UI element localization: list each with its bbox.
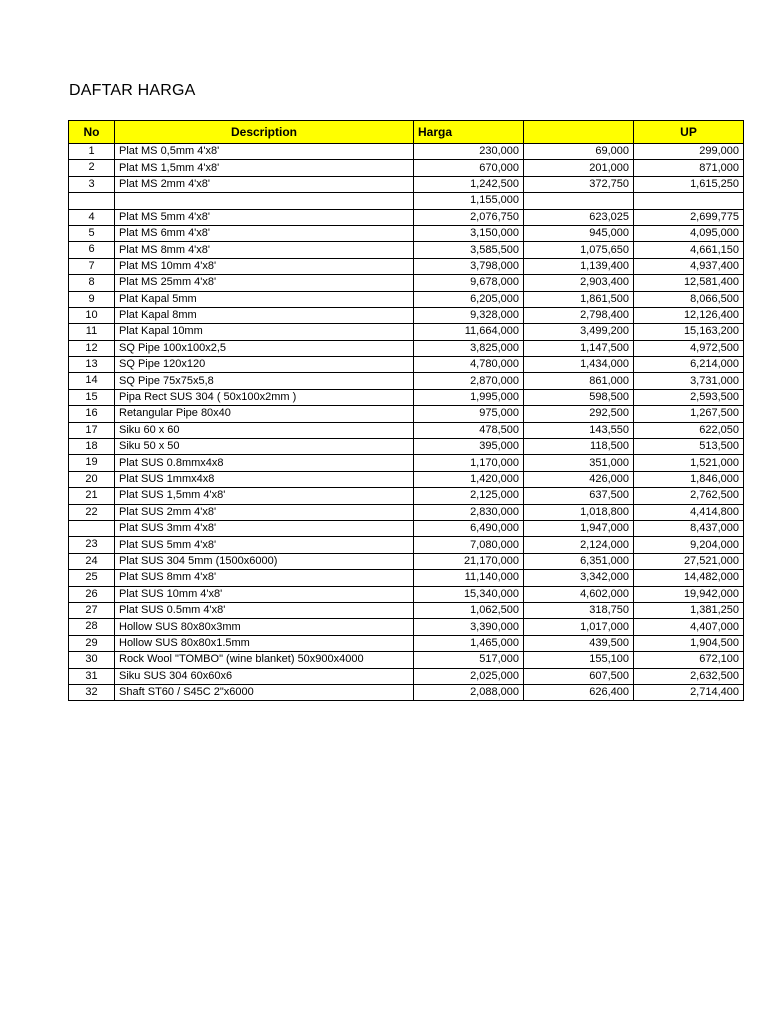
cell-harga: 670,000 — [414, 160, 524, 176]
cell-harga: 15,340,000 — [414, 586, 524, 602]
cell-no: 10 — [69, 307, 115, 323]
cell-description: Siku 50 x 50 — [115, 439, 414, 455]
cell-harga: 1,170,000 — [414, 455, 524, 471]
cell-harga: 2,125,000 — [414, 488, 524, 504]
cell-no: 4 — [69, 209, 115, 225]
header-harga: Harga — [414, 121, 524, 144]
cell-description: Plat MS 10mm 4'x8' — [115, 258, 414, 274]
cell-cost: 351,000 — [524, 455, 634, 471]
cell-harga: 3,150,000 — [414, 225, 524, 241]
price-table — [68, 120, 744, 701]
cell-no: 13 — [69, 357, 115, 373]
cell-no: 31 — [69, 668, 115, 684]
cell-up: 299,000 — [634, 144, 744, 160]
table-row — [69, 570, 744, 586]
cell-no — [69, 520, 115, 536]
cell-harga: 3,585,500 — [414, 242, 524, 258]
cell-no: 24 — [69, 553, 115, 569]
cell-cost: 623,025 — [524, 209, 634, 225]
cell-harga: 7,080,000 — [414, 537, 524, 553]
cell-description: Rock Wool "TOMBO" (wine blanket) 50x900x4000 — [115, 652, 414, 668]
cell-description: Plat MS 6mm 4'x8' — [115, 225, 414, 241]
cell-cost: 861,000 — [524, 373, 634, 389]
cell-harga: 1,062,500 — [414, 602, 524, 618]
table-row — [69, 144, 744, 160]
cell-description: Retangular Pipe 80x40 — [115, 406, 414, 422]
cell-cost: 118,500 — [524, 439, 634, 455]
cell-description: Hollow SUS 80x80x1.5mm — [115, 635, 414, 651]
cell-description: Shaft ST60 / S45C 2"x6000 — [115, 684, 414, 700]
cell-no: 26 — [69, 586, 115, 602]
cell-no: 17 — [69, 422, 115, 438]
cell-description: Plat SUS 10mm 4'x8' — [115, 586, 414, 602]
table-row — [69, 553, 744, 569]
cell-no: 25 — [69, 570, 115, 586]
cell-up: 1,904,500 — [634, 635, 744, 651]
cell-no: 29 — [69, 635, 115, 651]
cell-harga: 2,088,000 — [414, 684, 524, 700]
cell-cost: 3,499,200 — [524, 324, 634, 340]
table-row — [69, 520, 744, 536]
cell-up: 622,050 — [634, 422, 744, 438]
table-row — [69, 537, 744, 553]
cell-description: Plat SUS 0.5mm 4'x8' — [115, 602, 414, 618]
cell-harga: 395,000 — [414, 439, 524, 455]
cell-cost: 2,798,400 — [524, 307, 634, 323]
cell-description: Pipa Rect SUS 304 ( 50x100x2mm ) — [115, 389, 414, 405]
cell-cost: 292,500 — [524, 406, 634, 422]
table-row — [69, 225, 744, 241]
cell-cost: 6,351,000 — [524, 553, 634, 569]
cell-no: 3 — [69, 176, 115, 192]
cell-description: Plat SUS 2mm 4'x8' — [115, 504, 414, 520]
cell-up: 6,214,000 — [634, 357, 744, 373]
cell-no: 32 — [69, 684, 115, 700]
cell-no: 5 — [69, 225, 115, 241]
cell-cost: 1,147,500 — [524, 340, 634, 356]
cell-cost: 318,750 — [524, 602, 634, 618]
cell-cost: 439,500 — [524, 635, 634, 651]
table-row — [69, 307, 744, 323]
cell-harga: 2,870,000 — [414, 373, 524, 389]
table-row — [69, 242, 744, 258]
cell-up: 4,661,150 — [634, 242, 744, 258]
cell-no: 28 — [69, 619, 115, 635]
cell-up — [634, 193, 744, 209]
cell-cost: 2,124,000 — [524, 537, 634, 553]
table-row — [69, 439, 744, 455]
cell-cost: 1,947,000 — [524, 520, 634, 536]
cell-no: 23 — [69, 537, 115, 553]
cell-description: Siku 60 x 60 — [115, 422, 414, 438]
cell-harga: 517,000 — [414, 652, 524, 668]
cell-harga: 21,170,000 — [414, 553, 524, 569]
cell-up: 513,500 — [634, 439, 744, 455]
cell-up: 4,095,000 — [634, 225, 744, 241]
cell-harga: 3,390,000 — [414, 619, 524, 635]
cell-cost: 1,075,650 — [524, 242, 634, 258]
cell-cost: 626,400 — [524, 684, 634, 700]
cell-no: 15 — [69, 389, 115, 405]
table-row — [69, 455, 744, 471]
cell-harga: 9,678,000 — [414, 275, 524, 291]
cell-harga: 11,664,000 — [414, 324, 524, 340]
cell-harga: 3,798,000 — [414, 258, 524, 274]
cell-up: 4,972,500 — [634, 340, 744, 356]
cell-cost: 1,018,800 — [524, 504, 634, 520]
table-row — [69, 324, 744, 340]
cell-cost: 1,017,000 — [524, 619, 634, 635]
cell-no: 30 — [69, 652, 115, 668]
cell-description: Plat MS 8mm 4'x8' — [115, 242, 414, 258]
header-description: Description — [115, 121, 414, 144]
cell-no: 7 — [69, 258, 115, 274]
cell-harga: 1,155,000 — [414, 193, 524, 209]
cell-description: Plat SUS 8mm 4'x8' — [115, 570, 414, 586]
cell-harga: 6,205,000 — [414, 291, 524, 307]
cell-up: 1,615,250 — [634, 176, 744, 192]
cell-description: Plat SUS 1,5mm 4'x8' — [115, 488, 414, 504]
table-row — [69, 291, 744, 307]
cell-up: 2,593,500 — [634, 389, 744, 405]
cell-harga: 6,490,000 — [414, 520, 524, 536]
cell-description: Plat Kapal 5mm — [115, 291, 414, 307]
table-row — [69, 504, 744, 520]
cell-up: 8,437,000 — [634, 520, 744, 536]
cell-cost: 426,000 — [524, 471, 634, 487]
table-row — [69, 422, 744, 438]
cell-cost: 945,000 — [524, 225, 634, 241]
cell-up: 2,699,775 — [634, 209, 744, 225]
table-row — [69, 406, 744, 422]
cell-cost: 2,903,400 — [524, 275, 634, 291]
table-row — [69, 652, 744, 668]
cell-harga: 1,242,500 — [414, 176, 524, 192]
cell-description: Plat SUS 0.8mmx4x8 — [115, 455, 414, 471]
table-row — [69, 160, 744, 176]
table-row — [69, 635, 744, 651]
cell-harga: 230,000 — [414, 144, 524, 160]
cell-cost: 1,139,400 — [524, 258, 634, 274]
table-row — [69, 586, 744, 602]
cell-up: 27,521,000 — [634, 553, 744, 569]
cell-up: 1,846,000 — [634, 471, 744, 487]
table-row — [69, 340, 744, 356]
cell-up: 8,066,500 — [634, 291, 744, 307]
cell-up: 12,126,400 — [634, 307, 744, 323]
cell-no: 20 — [69, 471, 115, 487]
cell-cost: 607,500 — [524, 668, 634, 684]
cell-harga: 2,025,000 — [414, 668, 524, 684]
cell-harga: 4,780,000 — [414, 357, 524, 373]
table-row — [69, 619, 744, 635]
cell-up: 15,163,200 — [634, 324, 744, 340]
cell-up: 4,407,000 — [634, 619, 744, 635]
cell-description: Hollow SUS 80x80x3mm — [115, 619, 414, 635]
cell-cost: 201,000 — [524, 160, 634, 176]
table-row — [69, 602, 744, 618]
cell-no: 19 — [69, 455, 115, 471]
table-row — [69, 488, 744, 504]
cell-harga: 2,076,750 — [414, 209, 524, 225]
cell-harga: 478,500 — [414, 422, 524, 438]
cell-up: 2,762,500 — [634, 488, 744, 504]
cell-up: 14,482,000 — [634, 570, 744, 586]
cell-up: 9,204,000 — [634, 537, 744, 553]
header-cost — [524, 121, 634, 144]
cell-harga: 1,995,000 — [414, 389, 524, 405]
cell-no: 6 — [69, 242, 115, 258]
cell-up: 4,937,400 — [634, 258, 744, 274]
cell-description: Plat MS 5mm 4'x8' — [115, 209, 414, 225]
cell-up: 12,581,400 — [634, 275, 744, 291]
cell-description: SQ Pipe 75x75x5,8 — [115, 373, 414, 389]
page-title: DAFTAR HARGA — [69, 82, 196, 99]
cell-up: 871,000 — [634, 160, 744, 176]
cell-no: 9 — [69, 291, 115, 307]
table-row — [69, 258, 744, 274]
table-row — [69, 373, 744, 389]
table-row — [69, 275, 744, 291]
cell-no: 12 — [69, 340, 115, 356]
cell-description — [115, 193, 414, 209]
cell-no: 14 — [69, 373, 115, 389]
cell-description: Plat SUS 3mm 4'x8' — [115, 520, 414, 536]
cell-cost: 372,750 — [524, 176, 634, 192]
cell-description: Plat MS 25mm 4'x8' — [115, 275, 414, 291]
cell-up: 672,100 — [634, 652, 744, 668]
cell-cost — [524, 193, 634, 209]
cell-description: Plat SUS 1mmx4x8 — [115, 471, 414, 487]
cell-cost: 637,500 — [524, 488, 634, 504]
cell-description: Plat MS 2mm 4'x8' — [115, 176, 414, 192]
table-row — [69, 471, 744, 487]
cell-cost: 3,342,000 — [524, 570, 634, 586]
cell-no: 21 — [69, 488, 115, 504]
table-row — [69, 176, 744, 192]
cell-up: 1,521,000 — [634, 455, 744, 471]
cell-harga: 1,420,000 — [414, 471, 524, 487]
cell-cost: 598,500 — [524, 389, 634, 405]
cell-no: 2 — [69, 160, 115, 176]
cell-up: 19,942,000 — [634, 586, 744, 602]
cell-no: 22 — [69, 504, 115, 520]
cell-no: 18 — [69, 439, 115, 455]
cell-harga: 975,000 — [414, 406, 524, 422]
cell-description: Plat MS 0,5mm 4'x8' — [115, 144, 414, 160]
header-up: UP — [634, 121, 744, 144]
cell-no: 1 — [69, 144, 115, 160]
cell-cost: 1,434,000 — [524, 357, 634, 373]
cell-up: 4,414,800 — [634, 504, 744, 520]
cell-description: Plat Kapal 10mm — [115, 324, 414, 340]
cell-up: 1,381,250 — [634, 602, 744, 618]
table-row — [69, 357, 744, 373]
cell-cost: 4,602,000 — [524, 586, 634, 602]
cell-cost: 69,000 — [524, 144, 634, 160]
cell-up: 3,731,000 — [634, 373, 744, 389]
cell-no: 27 — [69, 602, 115, 618]
table-row — [69, 684, 744, 700]
cell-description: Plat SUS 304 5mm (1500x6000) — [115, 553, 414, 569]
cell-no: 8 — [69, 275, 115, 291]
cell-description: Plat MS 1,5mm 4'x8' — [115, 160, 414, 176]
cell-no — [69, 193, 115, 209]
table-row — [69, 389, 744, 405]
cell-cost: 143,550 — [524, 422, 634, 438]
cell-description: Siku SUS 304 60x60x6 — [115, 668, 414, 684]
cell-cost: 1,861,500 — [524, 291, 634, 307]
cell-description: SQ Pipe 100x100x2,5 — [115, 340, 414, 356]
cell-harga: 9,328,000 — [414, 307, 524, 323]
cell-up: 1,267,500 — [634, 406, 744, 422]
cell-description: Plat SUS 5mm 4'x8' — [115, 537, 414, 553]
table-row — [69, 668, 744, 684]
cell-harga: 3,825,000 — [414, 340, 524, 356]
table-header-row — [69, 121, 744, 144]
cell-up: 2,714,400 — [634, 684, 744, 700]
cell-harga: 2,830,000 — [414, 504, 524, 520]
cell-up: 2,632,500 — [634, 668, 744, 684]
cell-description: Plat Kapal 8mm — [115, 307, 414, 323]
cell-harga: 11,140,000 — [414, 570, 524, 586]
cell-no: 16 — [69, 406, 115, 422]
cell-cost: 155,100 — [524, 652, 634, 668]
table-row — [69, 193, 744, 209]
cell-description: SQ Pipe 120x120 — [115, 357, 414, 373]
cell-harga: 1,465,000 — [414, 635, 524, 651]
cell-no: 11 — [69, 324, 115, 340]
header-no: No — [69, 121, 115, 144]
table-row — [69, 209, 744, 225]
